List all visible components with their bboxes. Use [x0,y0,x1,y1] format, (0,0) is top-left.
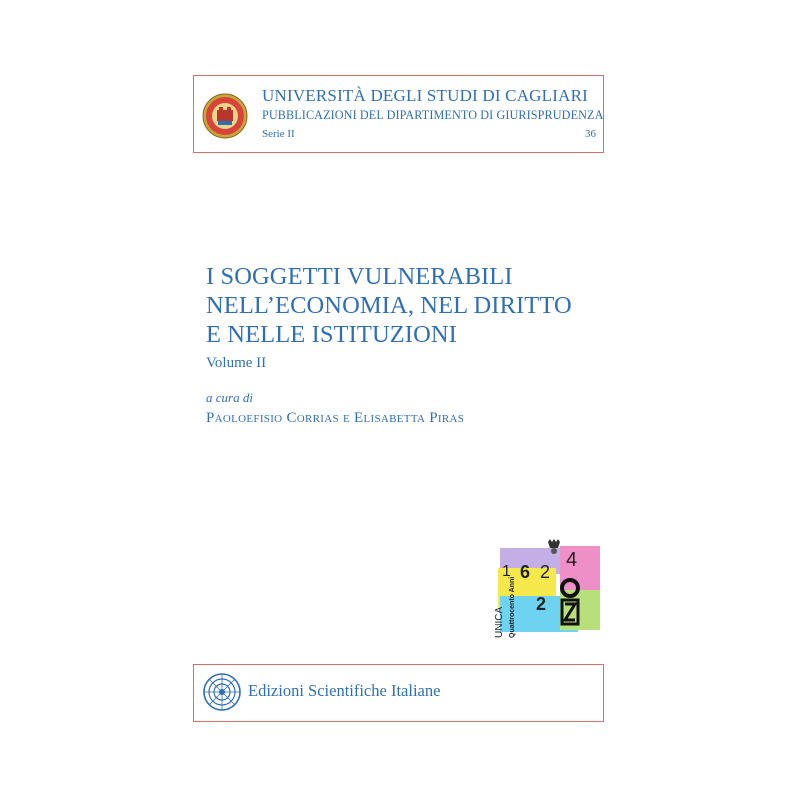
series-number: 36 [585,128,596,140]
department-name: PUBBLICAZIONI DEL DIPARTIMENTO DI GIURISPRUDENZA [262,108,604,122]
logo-quattrocento-text: Quattrocento Anni [509,576,516,638]
series-label: Serie II [262,128,295,140]
editors-prefix: a cura di [206,390,253,405]
logo-digit: 1 [502,563,511,580]
editors-names: Paoloefisio Corrias e Elisabetta Piras [206,410,465,426]
university-name: UNIVERSITÀ DEGLI STUDI DI CAGLIARI [262,86,588,105]
title-line: I SOGGETTI VULNERABILI [206,263,513,290]
logo-unica-text: UNICA [494,606,505,638]
university-seal-icon [202,93,248,139]
book-title [206,262,601,349]
publisher-name: Edizioni Scientifiche Italiane [248,681,441,700]
logo-digit: 2 [540,562,551,582]
volume-label: Volume II [206,355,267,371]
logo-digit: 6 [520,562,531,582]
title-line: NELL’ECONOMIA, NEL DIRITTO [206,292,572,319]
logo-digit: 4 [566,549,578,571]
unica-anniversary-logo [490,538,602,643]
title-line: E NELLE ISTITUZIONI [206,321,457,348]
logo-digit: 2 [536,594,547,614]
publisher-emblem-icon [202,672,242,712]
